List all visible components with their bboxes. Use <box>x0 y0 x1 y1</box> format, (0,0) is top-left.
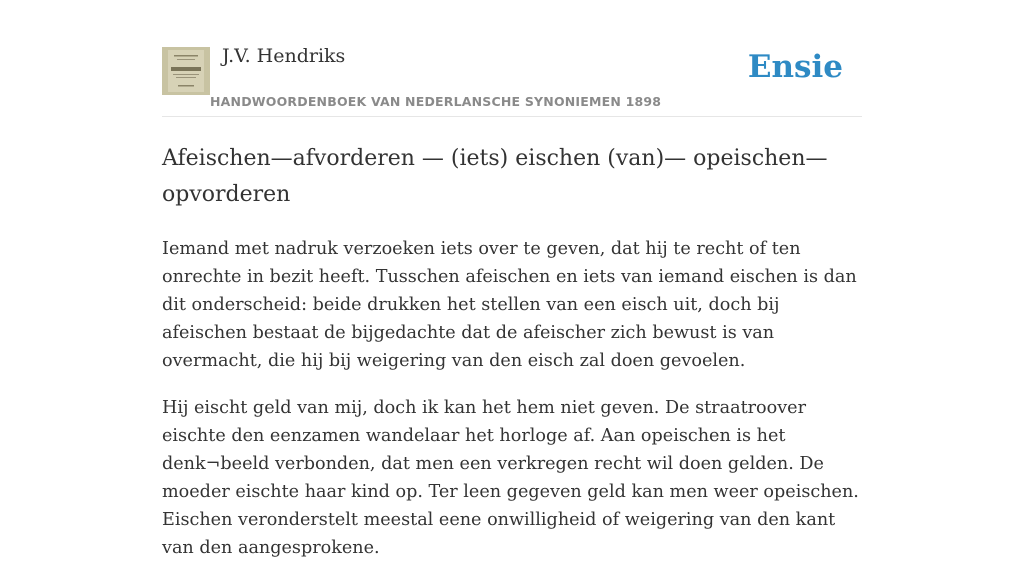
author-name[interactable]: J.V. Hendriks <box>222 45 346 67</box>
ensie-logo[interactable]: Ensie <box>747 49 843 85</box>
article-title: Afeischen—afvorderen — (iets) eischen (van)— opeischen—opvorderen <box>162 146 828 207</box>
article-paragraph-2: Hij eischt geld van mij, doch ik kan het hem niet geven. De straatroover eischte den eenzamen wandelaar het horloge af. Aan opeischen is het denk¬beeld verbonden, dat men een verkregen recht wil doen gelden. De moeder eischte haar kind op. Ter leen gegeven geld kan men weer opeischen. Eischen veronderstelt meestal eene onwilligheid of weigering van den kant van den aangesprokene. <box>162 398 859 558</box>
book-cover-image <box>162 47 210 95</box>
book-cover-avatar[interactable] <box>162 47 210 95</box>
article-container <box>162 0 862 562</box>
source-title[interactable]: HANDWOORDENBOEK VAN NEDERLANSCHE SYNONIEMEN 1898 <box>210 94 662 109</box>
article-paragraph-1: Iemand met nadruk verzoeken iets over te geven, dat hij te recht of ten onrechte in bezit heeft. Tusschen afeischen en iets van iemand eischen is dan dit onderscheid: beide drukken het stellen van een eisch uit, doch bij afeischen bestaat de bijgedachte dat de afeischer zich bewust is van overmacht, die hij bij weigering van den eisch zal doen gevoelen. <box>162 239 857 371</box>
article-header <box>162 0 862 117</box>
